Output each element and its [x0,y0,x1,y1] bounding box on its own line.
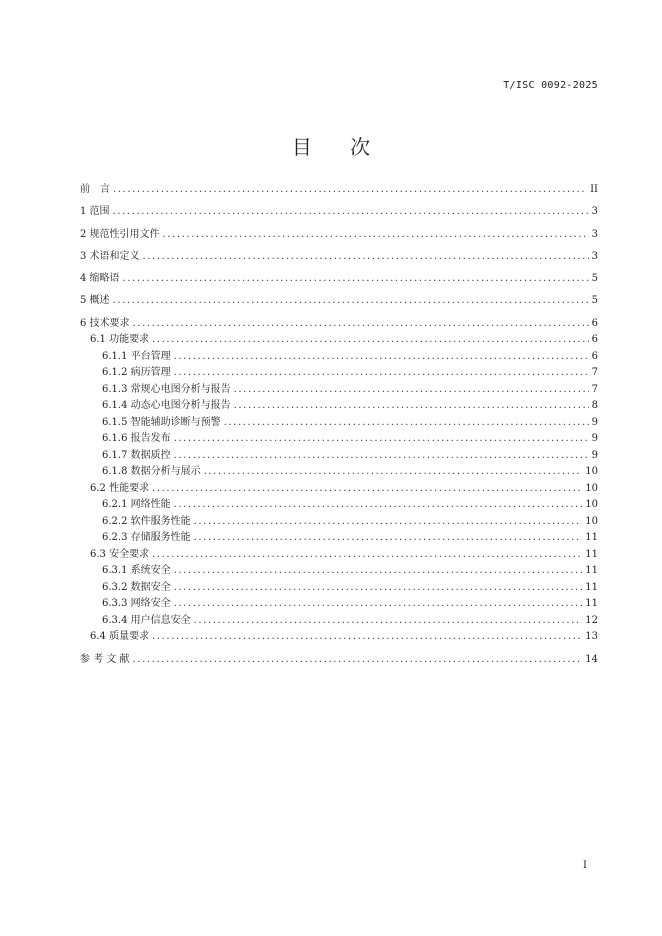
toc-entry-page: 10 [585,482,598,494]
toc-entry-label: 6.3.4 用户信息安全 [102,614,191,626]
toc-entry-page: 8 [591,400,598,412]
toc-entry[interactable] [80,204,598,221]
toc-entry-page: 11 [585,548,598,560]
toc-leader-dots [194,613,583,630]
toc-entry-label: 6.1.3 常规心电图分析与报告 [102,383,231,395]
document-code: T/ISC 0092-2025 [503,80,598,91]
toc-entry[interactable] [80,464,598,481]
toc-leader-dots [152,629,582,646]
toc-entry-page: 5 [591,273,598,285]
toc-leader-dots [174,448,589,465]
toc-entry-label: 6.2.3 存储服务性能 [102,532,191,544]
toc-leader-dots [174,349,589,366]
toc-entry-page: 9 [591,416,598,428]
toc-entry[interactable] [80,271,598,288]
toc-entry[interactable] [80,547,598,564]
toc-entry-label: 6.4 质量要求 [90,631,150,643]
toc-entry[interactable] [80,629,598,646]
toc-entry-label: 4 缩略语 [80,273,120,285]
toc-entry[interactable] [80,415,598,432]
page-title: 目 次 [291,135,387,159]
toc-entry[interactable] [80,365,598,382]
toc-leader-dots [224,415,589,432]
toc-leader-dots [133,316,589,333]
toc-entry[interactable] [80,382,598,399]
toc-entry-label: 6.1.5 智能辅助诊断与预警 [102,416,221,428]
toc-entry[interactable] [80,563,598,580]
toc-entry[interactable] [80,596,598,613]
toc-leader-dots [234,398,589,415]
toc-entry-page: 10 [585,515,598,527]
toc-entry[interactable] [80,448,598,465]
toc-leader-dots [174,596,583,613]
toc-entry-label: 6.2 性能要求 [90,482,150,494]
toc-leader-dots [194,530,583,547]
toc-entry[interactable] [80,227,598,244]
table-of-contents [80,182,598,668]
toc-entry-page: 9 [591,449,598,461]
toc-entry-page: 11 [585,565,598,577]
toc-entry-page: 3 [591,206,598,218]
toc-entry-label: 5 概述 [80,295,110,307]
toc-entry-page: 5 [591,295,598,307]
toc-entry-label: 6.1.4 动态心电图分析与报告 [102,400,231,412]
toc-entry[interactable] [80,316,598,333]
toc-entry-page: 11 [585,532,598,544]
toc-entry-label: 6.2.2 软件服务性能 [102,515,191,527]
toc-entry-page: 11 [585,598,598,610]
toc-leader-dots [204,464,583,481]
toc-leader-dots [113,204,589,221]
toc-entry[interactable] [80,249,598,266]
toc-entry-label: 6.1.2 病历管理 [102,367,171,379]
toc-entry[interactable] [80,332,598,349]
toc-leader-dots [113,293,589,310]
toc-leader-dots [234,382,589,399]
footer-page-number: I [583,860,587,871]
toc-entry-label: 6.1 功能要求 [90,334,150,346]
toc-entry[interactable] [80,349,598,366]
toc-entry-label: 6.3 安全要求 [90,548,150,560]
toc-leader-dots [174,563,583,580]
toc-entry-page: 3 [591,250,598,262]
toc-entry-label: 1 范围 [80,206,110,218]
toc-entry-label: 6.3.2 数据安全 [102,581,171,593]
toc-leader-dots [194,514,583,531]
toc-leader-dots [174,365,589,382]
toc-entry[interactable] [80,431,598,448]
toc-leader-dots [143,249,589,266]
toc-leader-dots [133,652,583,669]
toc-entry[interactable] [80,293,598,310]
toc-entry-page: 9 [591,433,598,445]
toc-entry-page: 6 [591,334,598,346]
toc-entry-label: 前 言 [80,184,110,195]
toc-leader-dots [123,271,589,288]
toc-entry-page: 14 [585,653,598,665]
toc-entry[interactable] [80,182,598,199]
toc-entry[interactable] [80,514,598,531]
toc-entry-label: 6.1.6 报告发布 [102,433,171,445]
toc-entry-page: 10 [585,466,598,478]
toc-entry-label: 6.3.3 网络安全 [102,598,171,610]
toc-entry[interactable] [80,652,598,669]
toc-entry-page: 6 [591,350,598,362]
toc-leader-dots [174,497,583,514]
toc-entry-page: 7 [591,367,598,379]
toc-entry[interactable] [80,530,598,547]
toc-entry-page: 13 [585,631,598,643]
toc-leader-dots [174,431,589,448]
toc-entry-label: 6.1.1 平台管理 [102,350,171,362]
toc-entry-page: 6 [591,317,598,329]
toc-entry-label: 6.3.1 系统安全 [102,565,171,577]
toc-entry-label: 6 技术要求 [80,317,130,329]
toc-entry-label: 参 考 文 献 [80,653,130,665]
toc-entry-label: 3 术语和定义 [80,250,140,262]
toc-entry-page: 3 [591,228,598,240]
toc-entry-page: 11 [585,581,598,593]
toc-leader-dots [174,580,583,597]
toc-entry[interactable] [80,398,598,415]
toc-leader-dots [163,227,589,244]
toc-leader-dots [152,332,589,349]
toc-entry-page: 10 [585,499,598,511]
toc-entry-label: 6.2.1 网络性能 [102,499,171,511]
toc-entry-label: 2 规范性引用文件 [80,228,160,240]
toc-entry[interactable] [80,613,598,630]
toc-entry-label: 6.1.8 数据分析与展示 [102,466,201,478]
toc-entry[interactable] [80,481,598,498]
toc-leader-dots [152,547,582,564]
toc-entry-page: 7 [591,383,598,395]
toc-entry[interactable] [80,580,598,597]
toc-entry-page: II [590,184,598,195]
toc-entry-label: 6.1.7 数据质控 [102,449,171,461]
toc-leader-dots [113,182,587,199]
toc-entry[interactable] [80,497,598,514]
toc-leader-dots [152,481,582,498]
toc-entry-page: 12 [585,614,598,626]
